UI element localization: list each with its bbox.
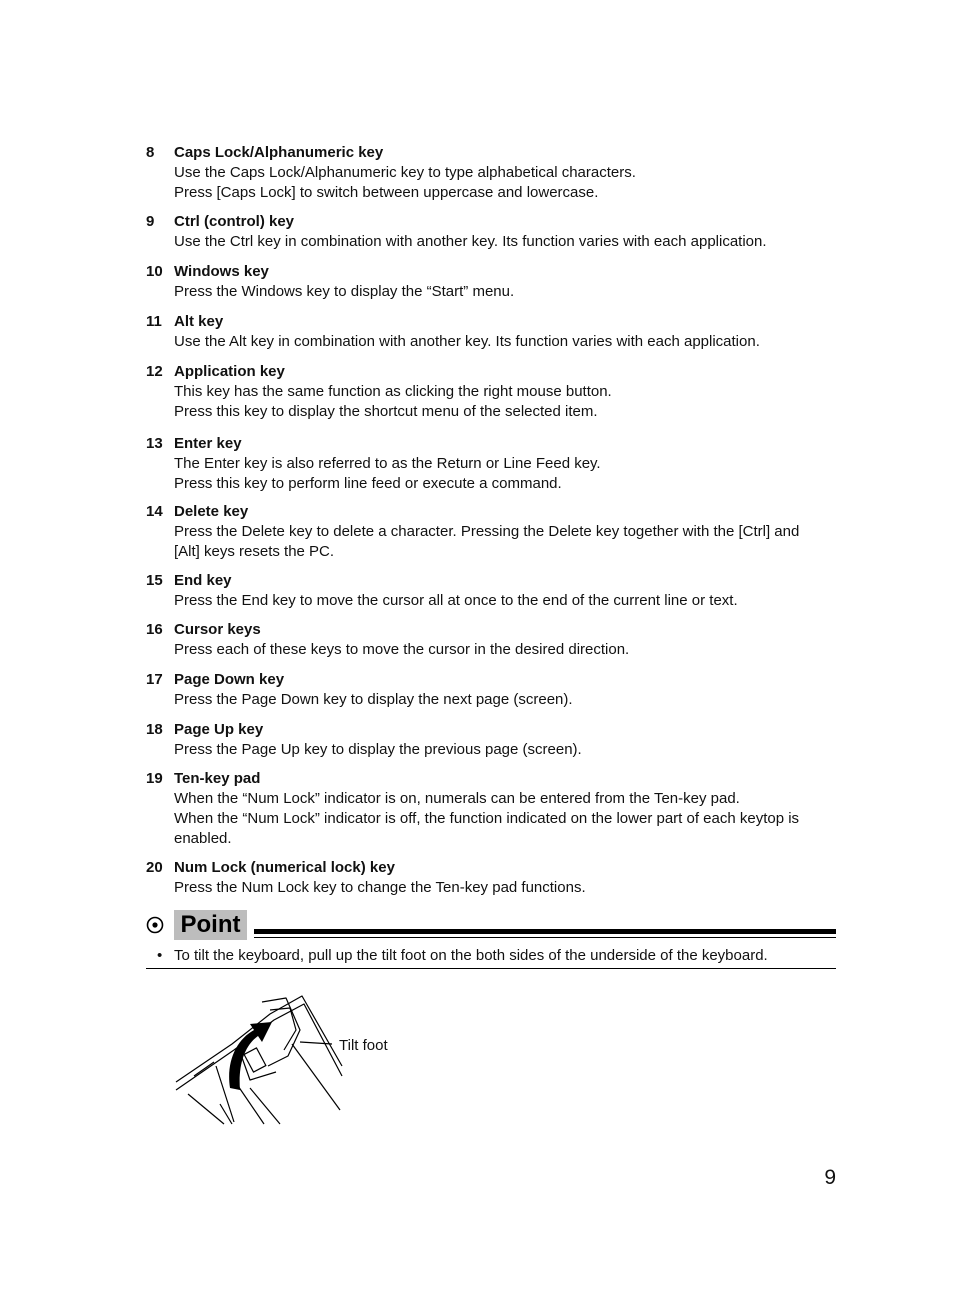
tilt-foot-label: Tilt foot [339, 1037, 388, 1054]
key-item [146, 858, 838, 898]
item-description-line: When the “Num Lock” indicator is off, the function indicated on the lower part of each keytop is [174, 810, 800, 827]
item-content [174, 312, 838, 352]
key-item [146, 212, 838, 252]
item-content [174, 769, 838, 849]
item-title: Application key [174, 363, 285, 380]
item-description-line: Press this key to perform line feed or execute a command. [174, 475, 562, 492]
item-title: Ten-key pad [174, 770, 261, 787]
key-item [146, 769, 838, 849]
key-item [146, 262, 838, 302]
item-content [174, 502, 838, 562]
item-description-line: enabled. [174, 830, 232, 847]
key-item [146, 312, 838, 352]
page-number: 9 [824, 1166, 836, 1189]
item-description-line: Press the Page Down key to display the next page (screen). [174, 691, 573, 708]
point-label: Point [174, 910, 247, 940]
key-item [146, 720, 838, 760]
item-title: Num Lock (numerical lock) key [174, 859, 395, 876]
item-description-line: The Enter key is also referred to as the Return or Line Feed key. [174, 455, 601, 472]
item-title: Page Up key [174, 721, 264, 738]
item-content [174, 434, 838, 494]
item-number: 8 [146, 144, 155, 161]
item-description-line: Press each of these keys to move the cursor in the desired direction. [174, 641, 630, 658]
bullet: • [157, 947, 163, 964]
item-number: 15 [146, 572, 163, 589]
item-title: Alt key [174, 313, 224, 330]
item-description-line: Press the Page Up key to display the previous page (screen). [174, 741, 582, 758]
item-content [174, 262, 838, 302]
key-item [146, 670, 838, 710]
key-item [146, 502, 838, 562]
item-description-line: Press the Windows key to display the “Start” menu. [174, 283, 515, 300]
item-description-line: When the “Num Lock” indicator is on, numerals can be entered from the Ten-key pad. [174, 790, 740, 807]
item-description-line: Press [Caps Lock] to switch between uppercase and lowercase. [174, 184, 599, 201]
item-description-line: Press this key to display the shortcut menu of the selected item. [174, 403, 598, 420]
item-title: Delete key [174, 503, 249, 520]
item-title: Cursor keys [174, 621, 261, 638]
item-number: 16 [146, 621, 163, 638]
item-number: 18 [146, 721, 163, 738]
item-content [174, 212, 838, 252]
item-title: Windows key [174, 263, 269, 280]
item-title: Page Down key [174, 671, 285, 688]
item-content [174, 620, 838, 660]
item-number: 20 [146, 859, 163, 876]
key-item [146, 362, 838, 422]
item-description-line: Press the Delete key to delete a character. Pressing the Delete key together with the [Ctrl] and [174, 523, 800, 540]
item-number: 14 [146, 503, 163, 520]
key-description-list [146, 143, 838, 898]
item-title: Enter key [174, 435, 242, 452]
point-text-content: To tilt the keyboard, pull up the tilt foot on the both sides of the underside of the keyboard. [174, 947, 768, 964]
item-content [174, 670, 838, 710]
item-number: 17 [146, 671, 163, 688]
item-content [174, 571, 838, 611]
item-content [174, 858, 838, 898]
point-section [146, 908, 836, 970]
key-item [146, 434, 838, 494]
item-description-line: [Alt] keys resets the PC. [174, 543, 335, 560]
point-rule [254, 929, 836, 934]
item-number: 10 [146, 263, 163, 280]
item-number: 19 [146, 770, 163, 787]
point-bottom-rule [146, 968, 836, 969]
item-description-line: This key has the same function as clicking the right mouse button. [174, 383, 612, 400]
tilt-foot-illustration [174, 992, 414, 1128]
item-title: Ctrl (control) key [174, 213, 295, 230]
item-content [174, 362, 838, 422]
item-number: 12 [146, 363, 163, 380]
key-item [146, 143, 838, 203]
item-number: 9 [146, 213, 155, 230]
item-content [174, 143, 838, 203]
point-rule-thin [254, 937, 836, 938]
key-item [146, 571, 838, 611]
item-description-line: Use the Alt key in combination with another key. Its function varies with each application. [174, 333, 760, 350]
item-number: 11 [146, 313, 162, 330]
item-description-line: Use the Caps Lock/Alphanumeric key to type alphabetical characters. [174, 164, 636, 181]
target-icon [146, 916, 164, 934]
key-item [146, 620, 838, 660]
point-text [157, 946, 768, 966]
item-number: 13 [146, 435, 163, 452]
item-description-line: Use the Ctrl key in combination with another key. Its function varies with each application. [174, 233, 767, 250]
item-description-line: Press the End key to move the cursor all at once to the end of the current line or text. [174, 592, 738, 609]
item-content [174, 720, 838, 760]
item-title: End key [174, 572, 232, 589]
item-description-line: Press the Num Lock key to change the Ten-key pad functions. [174, 879, 586, 896]
item-title: Caps Lock/Alphanumeric key [174, 144, 384, 161]
